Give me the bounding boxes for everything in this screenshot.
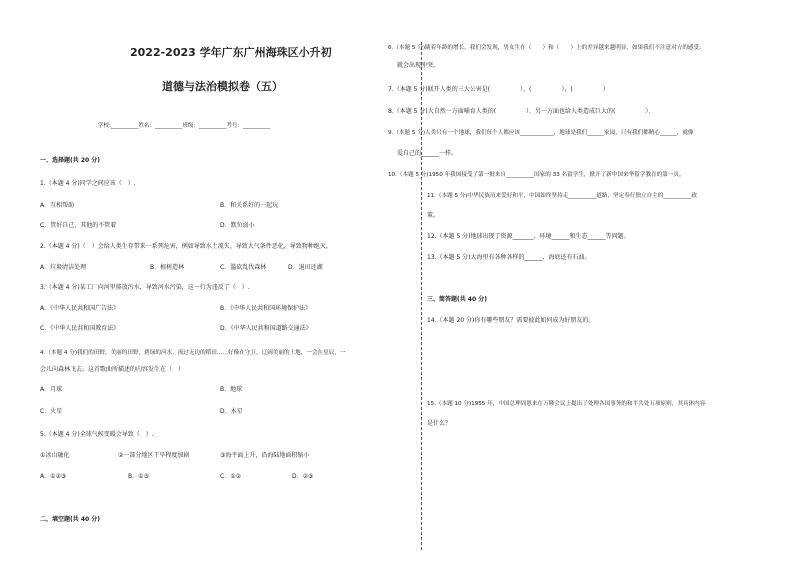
section-choice-title: 一、选择题(共 20 分) <box>40 157 101 164</box>
question-11-line-1: 11.（本题 5 分)中华民族历来爱好和平，中国始终坚持走__________道路，坚定奉行独立自主的__________政 <box>427 193 697 199</box>
q1-option-a: A．互相帮助 <box>40 202 75 209</box>
question-10: 10.（本题 5 分)1950 年我国接受了第一批来自__________国家的 33 名留学生，掀开了新中国来华留学教育的第一页。 <box>388 172 685 178</box>
question-7: 7.（本题 5 分)联开人类的三大公害是( ）、( ）、( ） <box>388 86 609 93</box>
question-13: 13.（本题 5 分)大海里有各种各样的______，海底还有石油。 <box>427 254 591 261</box>
q4-option-c: C．火星 <box>40 408 63 415</box>
exam-title: 2022-2023 学年广东广州海珠区小升初 <box>130 46 332 59</box>
q5-statement-1: ①冰山融化 <box>40 452 70 459</box>
q4-option-b: B．地球 <box>220 386 243 393</box>
question-3: 3.（本题 4 分)某工厂向河里排放污水，导致河水污染，这一行为违反了（ ）. <box>40 284 250 291</box>
q5-option-a: A．①②③ <box>40 473 67 480</box>
question-15-line-1: 15.（本题 10 分)1955 年，中国总理周恩来在万隆会议上提出了处理各国事务的和平共处五项原则，其具体内容 <box>427 401 706 407</box>
q1-option-c: C．管好自己，其他的不管着 <box>40 222 117 229</box>
student-info-line: 学校:__________姓名：__________班级：__________考号：__________ <box>98 123 271 129</box>
q1-option-d: D．默负弱小 <box>220 222 255 229</box>
question-12: 12.（本题 5 分)地球出现了资源_______、环境______和生态______等问题。 <box>427 233 630 240</box>
q5-option-d: D．②③ <box>292 473 314 480</box>
q5-statement-2: ②一部分地区干旱程度加剧 <box>118 452 190 459</box>
q2-option-a: A．垃圾清洁处理 <box>40 264 87 271</box>
question-9-line-2: 爱自己的______一样。 <box>397 150 458 157</box>
q5-option-b: B．①③ <box>128 473 149 480</box>
q2-option-b: B．植树造林 <box>150 264 185 271</box>
question-5: 5.（本题 4 分)全球气候变暖会导致（ ）. <box>40 431 154 438</box>
question-14: 14.（本题 20 分)你有哪些朋友？需要彼此如何成为好朋友的。 <box>427 317 595 324</box>
q4-option-d: D．木星 <box>220 408 243 415</box>
section-fill-title: 二、填空题(共 40 分) <box>40 516 101 523</box>
q3-option-a: A．《中华人民共和国广告法》 <box>40 305 120 312</box>
q5-option-c: C．①② <box>220 473 241 480</box>
column-divider <box>421 42 422 550</box>
exam-subtitle: 道德与法治模拟卷（五） <box>162 80 283 93</box>
question-8: 8.（本题 5 分)大自然一方面哺育人类的( ）．另一方面也给人类造成巨大的( ）． <box>388 108 655 115</box>
question-1: 1.（本题 4 分)同学之间应该（ ）. <box>40 180 136 187</box>
question-15-line-2: 是什么？ <box>427 420 452 427</box>
question-4-line-1: 4.（本题 4 分)我们的田野，美丽的田野，碧绿的河水，流过无边的稻田……好像在守卫，辽阔美丽的土地，一会在星辰，一 <box>40 350 346 356</box>
question-11-line-2: 策。 <box>427 212 440 219</box>
question-2: 2.（本题 4 分)（ ）会给人类生存带来一系列危害，例如导致水土流失、导致大气条件恶化，导致物种绝灭。 <box>40 243 332 250</box>
q3-option-d: D．《中华人民共和国道路交通法》 <box>220 325 312 332</box>
question-6-line-1: 6.（本题 5 分)随着年龄的增长，我们会发现，男女生在（ ）和（ ）上的差异越来越明显，如果我们不注意对方的感受， <box>388 45 705 51</box>
question-4-line-2: 会儿向森林飞去。这首歌曲所描述的内容发生在（ ） <box>40 366 185 373</box>
q2-option-d: D．退田还湖 <box>288 264 323 271</box>
q1-option-b: B．和关系好的一起玩 <box>220 202 279 209</box>
q5-statement-3: ③海平面上升，沿海陆地面积缩小 <box>220 452 310 459</box>
question-6-line-2: 就会出现冲突。 <box>397 62 440 69</box>
section-short-answer-title: 三、简答题(共 40 分) <box>427 296 488 303</box>
q4-option-a: A．月球 <box>40 386 63 393</box>
q3-option-b: B．《中华人民共和国环境保护法》 <box>220 305 312 312</box>
question-9-line-1: 9.（本题 5 分)人类只有一个地球，我们每个人都应该____________，地球是我们______家园，只有我们都精心______，就像 <box>388 130 694 136</box>
q2-option-c: C．滥砍乱伐森林 <box>220 264 267 271</box>
q3-option-c: C．《中华人民共和国教育法》 <box>40 325 120 332</box>
